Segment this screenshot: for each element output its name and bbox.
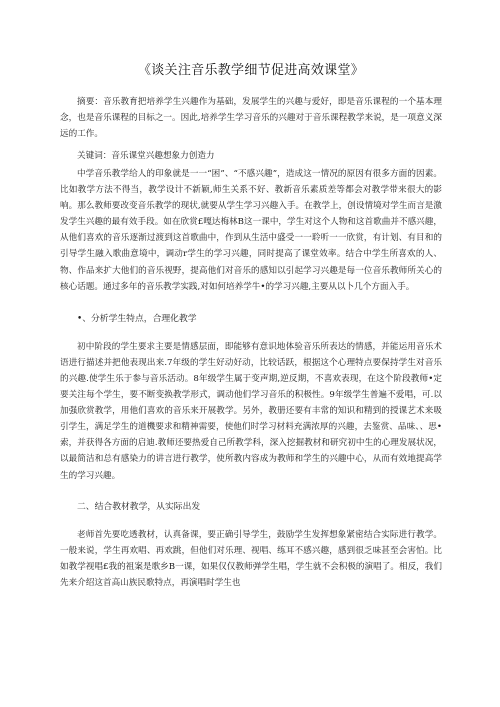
abstract-paragraph: 摘要：音乐教育把培养学生兴趣作为基础，发展学生的兴趣与爱好，即是音乐课程的一个基本理念，也是音乐课程的目标之一。因此,培养学生学习音乐的兴趣对于音乐课程教学来说，是一项意义深远的工作。 [60,97,442,139]
section-2-paragraph: 老师首先要吃透教材，认真备课，要正确引导学生，鼓励学生发挥想象紧密结合实际进行教学。一般来说，学生再欢唱、再欢跳，但他们对乐理、视唱、练耳不感兴趣，感到很乏味甚至会害怕。比如教学视唱£我的祖案是歌乡B一课，如果仅仅教师弹学生唱，学生就不会积极的演唱了。相反，我们先来介绍这首高山族民歌特点，再演唱时学生也 [60,529,442,588]
keywords-line: 关键词：音乐课堂兴趣想象力创造力 [77,151,215,161]
section-heading-2: 二、结合教材教学，从实际出发 [77,501,201,512]
document-page [60,62,442,591]
section-heading-1: •、分析学生特点，合理化教学 [77,313,197,324]
section-1-paragraph: 初中阶段的学生要求主要是情感层面，即能够有意识地体验音乐所表达的情感，并能运用音乐术语进行描述并把他表现出来.7年级的学生好动好动，比较话跃，根据这个心理特点要保持学生对音乐的兴趣.使学生乐于参与音乐活动。8年级学生属于变声期,逆反期，不喜欢表现，在这个阶段教师•定要关注每个学生，要不断变换教学形式，调动他们学习音乐的积极性。9年级学生普遍不爱唱，可.以加强欣赏教学，用他们喜欢的音乐来开展教学。另外，教册还要有丰常的知识和精到的授课艺术来吸引学生，满足学生的道機要求和精神需要，使他们时学习材料充满浓厚的兴趣，去鉴赏、品味、、思•索，并获得各方面的启迪.教师还要热爱自己所教学科，深入挖掘教材和研究初中生的心理发展状况，以最简洁和总有感染力的讲言进行教学，使所教内容成为教师和学生的兴趣中心，从而有效地提高学生的学习兴趣。 [60,341,442,481]
intro-paragraph: 中学音乐教学给人的印象就是一一“困”、“不感兴趣”，造成这一情况的原因有很多方面的因素。比如教学方法不得当，教学设计不新颖,师生关系不好、教新音乐素质差等都会对教学带来很大的影响。那么教师要改变音乐教学的现状,就要从学生学习兴趣入手。在教学上，创设情境对学生而言是激发学生兴趣的最有效手段。如在欣赏£嘎达梅林B这一课中，学生对这个人物和这首歌曲并不感兴趣，从他们喜欢的音乐逐渐过渡到这首歌曲中，作到从生活中盛受一一聆听一一欣赏，有计划、有目和的引导学生融入歌曲意境中，调动r学生的学习兴趣，同时提高了课堂效率。结合中学生所喜欢的人、物、作品来扩大他们的音乐视野，提高他们对音乐的感知以引起学习兴趣是每一位音乐教师所关心的核心话题。通过多年的音乐教学实践,对如何培养学牛•的学习兴趣,主要从以卜几个方面入手。 [60,169,442,292]
paper-title: 《谈关注音乐教学细节促进高效课堂》 [137,63,365,78]
